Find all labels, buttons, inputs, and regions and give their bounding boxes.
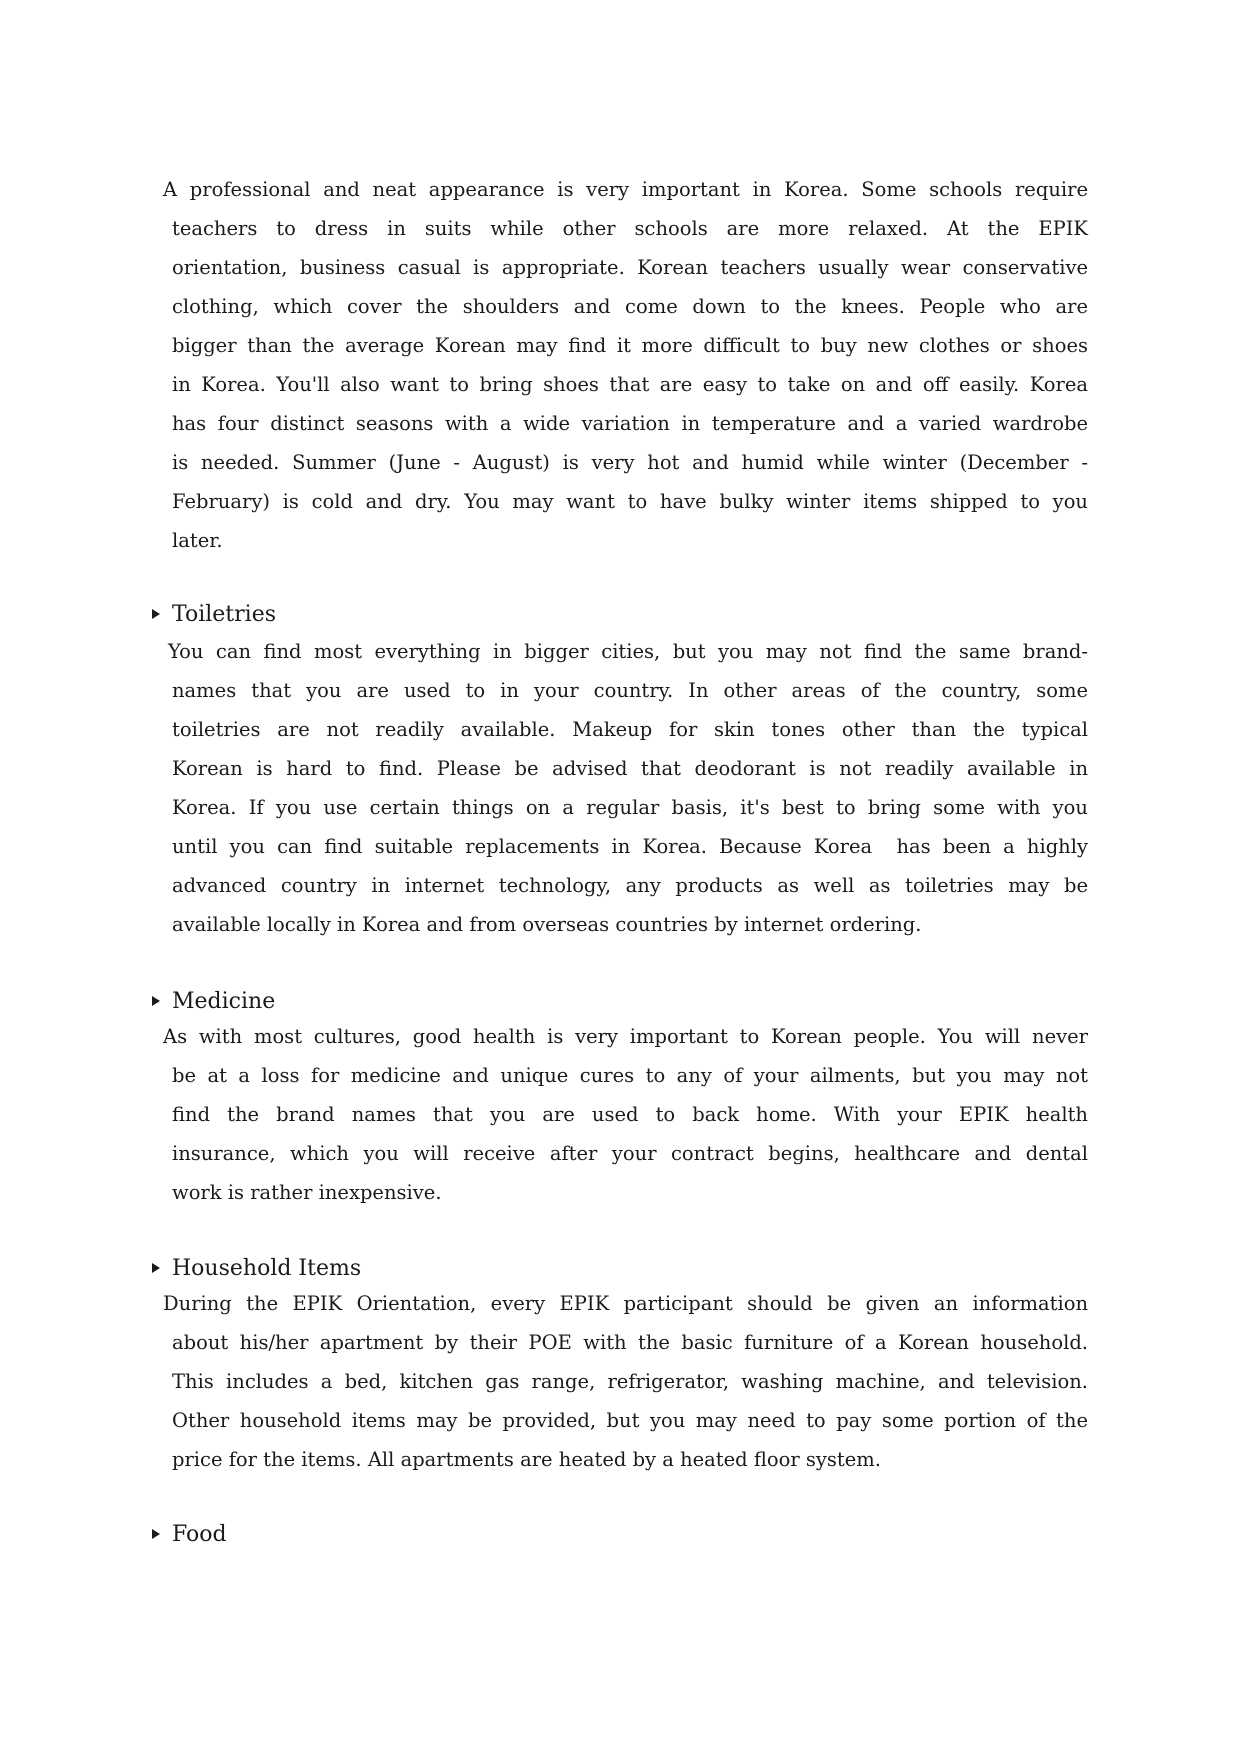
- paragraph-line: You can find most everything in bigger cities, but you may not find the same brand-: [168, 640, 1088, 663]
- triangle-bullet-icon: [152, 1529, 160, 1539]
- paragraph-line: This includes a bed, kitchen gas range, refrigerator, washing machine, and television.: [172, 1370, 1088, 1393]
- paragraph-line: Korea. If you use certain things on a regular basis, it's best to bring some with you: [172, 796, 1088, 819]
- paragraph-line: teachers to dress in suits while other schools are more relaxed. At the EPIK: [172, 217, 1088, 240]
- toiletries-paragraph: [168, 632, 1088, 944]
- paragraph-line: names that you are used to in your country. In other areas of the country, some: [172, 679, 1088, 702]
- section-heading-toiletries: [152, 600, 276, 630]
- paragraph-line: has four distinct seasons with a wide variation in temperature and a varied wardrobe: [172, 412, 1088, 435]
- paragraph-line: available locally in Korea and from overseas countries by internet ordering.: [172, 913, 922, 936]
- paragraph-line: find the brand names that you are used to back home. With your EPIK health: [172, 1103, 1088, 1126]
- paragraph-line: be at a loss for medicine and unique cures to any of your ailments, but you may not: [172, 1064, 1088, 1087]
- paragraph-line: clothing, which cover the shoulders and come down to the knees. People who are: [172, 295, 1088, 318]
- triangle-bullet-icon: [152, 1263, 160, 1273]
- section-title: Household Items: [172, 1256, 362, 1281]
- paragraph-line: During the EPIK Orientation, every EPIK participant should be given an information: [163, 1292, 1088, 1315]
- paragraph-line: in Korea. You'll also want to bring shoes that are easy to take on and off easily. Korea: [172, 373, 1088, 396]
- paragraph-line: insurance, which you will receive after your contract begins, healthcare and dental: [172, 1142, 1088, 1165]
- household-items-paragraph: [163, 1284, 1088, 1479]
- paragraph-line: about his/her apartment by their POE with the basic furniture of a Korean household.: [172, 1331, 1088, 1354]
- paragraph-line: A professional and neat appearance is very important in Korea. Some schools require: [163, 178, 1088, 201]
- paragraph-line: February) is cold and dry. You may want to have bulky winter items shipped to you: [172, 490, 1088, 513]
- paragraph-line: work is rather inexpensive.: [172, 1181, 442, 1204]
- triangle-bullet-icon: [152, 996, 160, 1006]
- medicine-paragraph: [163, 1017, 1088, 1212]
- paragraph-line: is needed. Summer (June - August) is very hot and humid while winter (December -: [172, 451, 1088, 474]
- paragraph-line: bigger than the average Korean may find it more difficult to buy new clothes or shoes: [172, 334, 1088, 357]
- paragraph-line: As with most cultures, good health is very important to Korean people. You will never: [163, 1025, 1088, 1048]
- paragraph-line: later.: [172, 529, 223, 552]
- clothing-paragraph: [163, 170, 1088, 560]
- section-heading-food: [152, 1520, 227, 1550]
- section-title: Toiletries: [172, 602, 277, 627]
- paragraph-line: Other household items may be provided, but you may need to pay some portion of the: [172, 1409, 1088, 1432]
- paragraph-line: orientation, business casual is appropriate. Korean teachers usually wear conservative: [172, 256, 1088, 279]
- paragraph-line: price for the items. All apartments are heated by a heated floor system.: [172, 1448, 881, 1471]
- paragraph-line: Korean is hard to find. Please be advised that deodorant is not readily available in: [172, 757, 1088, 780]
- section-heading-medicine: [152, 987, 275, 1017]
- triangle-bullet-icon: [152, 609, 160, 619]
- paragraph-line: until you can find suitable replacements in Korea. Because Korea has been a highly: [172, 835, 1088, 858]
- paragraph-line: toiletries are not readily available. Makeup for skin tones other than the typical: [172, 718, 1088, 741]
- section-title: Medicine: [172, 989, 276, 1014]
- paragraph-line: advanced country in internet technology, any products as well as toiletries may be: [172, 874, 1088, 897]
- section-heading-household-items: [152, 1254, 361, 1284]
- section-title: Food: [172, 1522, 227, 1547]
